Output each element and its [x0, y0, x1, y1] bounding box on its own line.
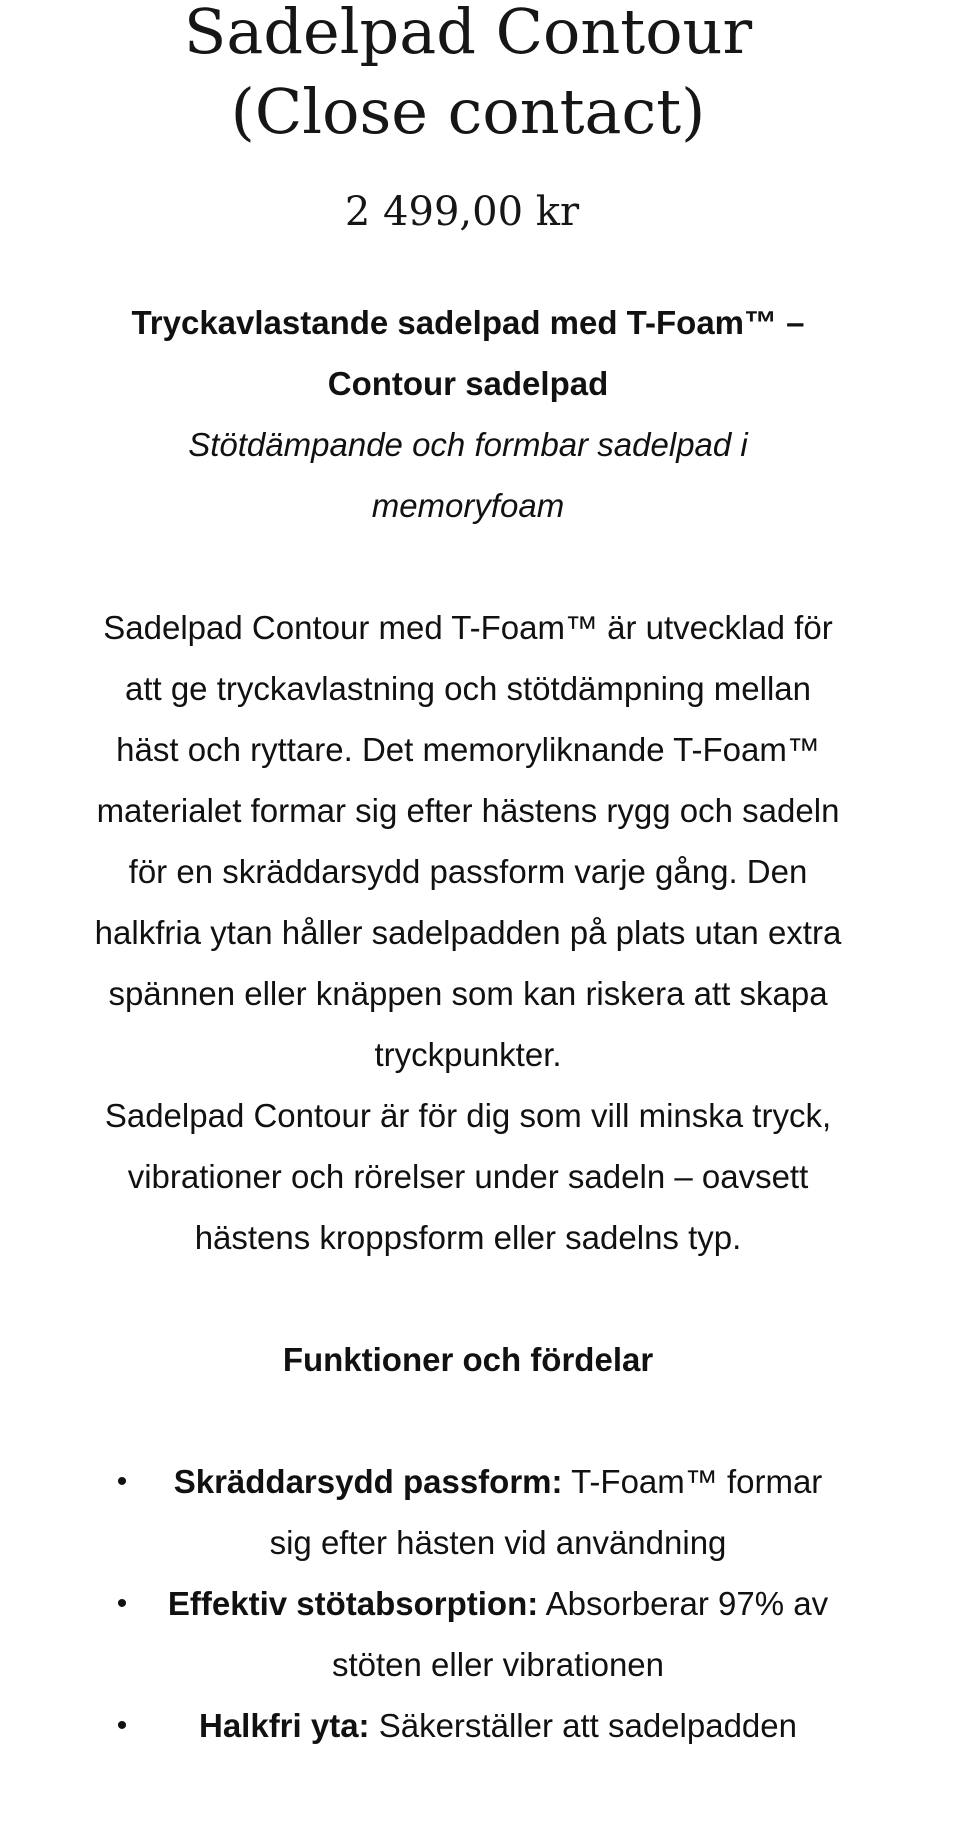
- features-title: Funktioner och fördelar: [282, 1341, 654, 1378]
- spacer: [90, 1390, 846, 1451]
- description-body-paragraph: Sadelpad Contour är för dig som vill minska tryck, vibrationer och rörelser under sadeln – oavsett hästens kroppsform eller sadelns typ.: [104, 1097, 832, 1256]
- feature-text: T-Foam™ formar sig efter hästen vid användning: [269, 1463, 823, 1561]
- product-title: Sadelpad Contour (Close contact): [183, 0, 753, 148]
- feature-text: Säkerställer att sadelpadden: [378, 1707, 797, 1744]
- bullet-icon: •: [116, 1465, 128, 1498]
- feature-label: Effektiv stötabsorption:: [167, 1585, 539, 1622]
- product-price: 2 499,00 kr: [344, 189, 580, 235]
- feature-label: Halkfri yta:: [198, 1707, 370, 1744]
- feature-item: [90, 1573, 846, 1695]
- spacer: [90, 536, 846, 597]
- feature-item: [90, 1695, 846, 1756]
- description-headline: Tryckavlastande sadelpad med T-Foam™ – Contour sadelpad: [131, 304, 805, 402]
- feature-text: Absorberar 97% av stöten eller vibrationen: [331, 1585, 829, 1683]
- spacer: [90, 1268, 846, 1329]
- feature-item: [90, 1451, 846, 1573]
- feature-label: Skräddarsydd passform:: [173, 1463, 563, 1500]
- features-list: [90, 1451, 846, 1756]
- product-description: [90, 292, 846, 1756]
- description-subheadline: Stötdämpande och formbar sadelpad i memoryfoam: [188, 426, 748, 524]
- bullet-icon: •: [116, 1587, 128, 1620]
- description-body-paragraph: Sadelpad Contour med T-Foam™ är utvecklad för att ge tryckavlastning och stötdämpning mellan häst och ryttare. Det memoryliknande T-Foam™ materialet formar sig efter hästens rygg och sadeln för en skräddarsydd passform varje gång. Den halkfria ytan håller sadelpadden på plats utan extra spännen eller knäppen som kan riskera att skapa tryckpunkter.: [94, 609, 842, 1073]
- bullet-icon: •: [116, 1709, 128, 1742]
